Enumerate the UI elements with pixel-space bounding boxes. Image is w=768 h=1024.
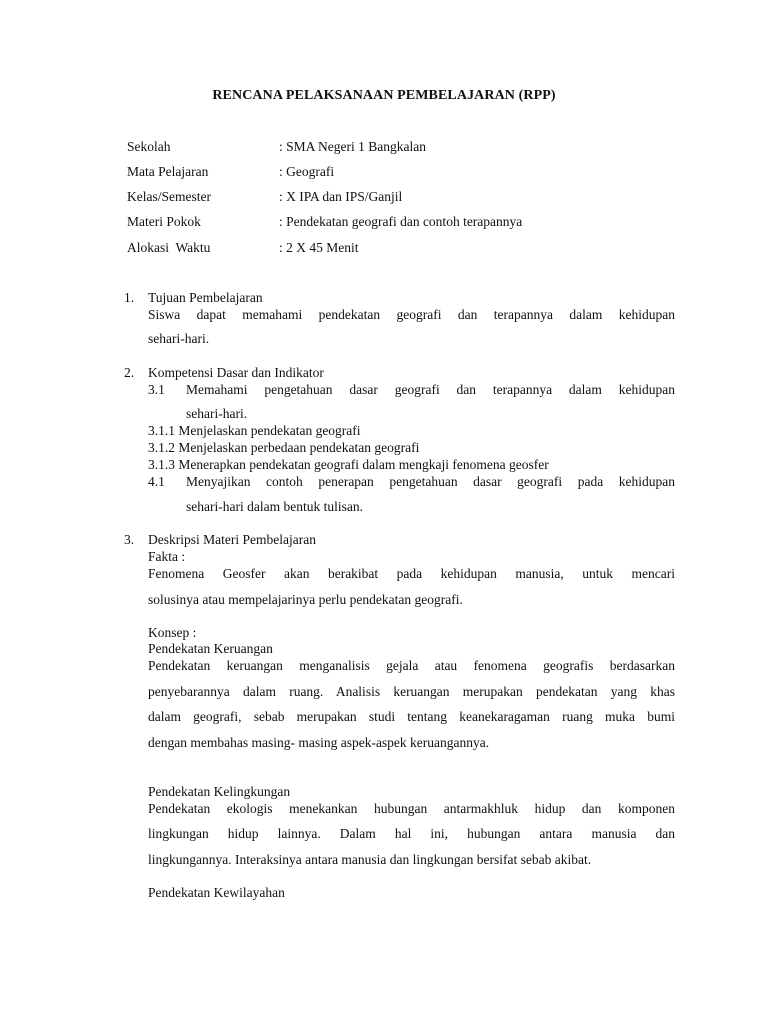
indicator-item: 3.1.3 Menerapkan pendekatan geografi dalam mengkaji fenomena geosfer	[148, 457, 549, 472]
indicator-item: 3.1.2 Menjelaskan perbedaan pendekatan geografi	[148, 440, 420, 455]
info-label-mata-pelajaran: Mata Pelajaran	[127, 164, 209, 179]
document-title: RENCANA PELAKSANAAN PEMBELAJARAN (RPP)	[212, 88, 556, 103]
info-value-sekolah: : SMA Negeri 1 Bangkalan	[279, 139, 426, 154]
info-label-materi-pokok: Materi Pokok	[127, 214, 201, 229]
section-number: 3.	[124, 532, 135, 547]
paragraph-line: lingkungan hidup lainnya. Dalam hal ini, hubungan antara manusia dan	[148, 826, 675, 841]
kd-number: 3.1	[148, 382, 165, 397]
paragraph-line: solusinya atau mempelajarinya perlu pendekatan geografi.	[148, 592, 463, 607]
paragraph-line: dengan membahas masing- masing aspek-aspek keruangannya.	[148, 735, 490, 750]
info-label-sekolah: Sekolah	[127, 139, 171, 154]
subheading-kewilayahan: Pendekatan Kewilayahan	[148, 885, 285, 900]
paragraph-line: Pendekatan keruangan menganalisis gejala atau fenomena geografis berdasarkan	[148, 658, 675, 673]
paragraph-line: penyebarannya dalam ruang. Analisis keruangan merupakan pendekatan yang khas	[148, 684, 675, 699]
paragraph-line: lingkungannya. Interaksinya antara manusia dan lingkungan bersifat sebab akibat.	[148, 852, 592, 867]
info-label-kelas-semester: Kelas/Semester	[127, 189, 211, 204]
info-value-alokasi-waktu: : 2 X 45 Menit	[279, 240, 359, 255]
paragraph-line: Fenomena Geosfer akan berakibat pada kehidupan manusia, untuk mencari	[148, 566, 675, 581]
paragraph-line: Pendekatan ekologis menekankan hubungan antarmakhluk hidup dan komponen	[148, 801, 675, 816]
kd-text-line: Menyajikan contoh penerapan pengetahuan dasar geografi pada kehidupan	[186, 474, 675, 489]
info-label-alokasi-waktu: Alokasi Waktu	[127, 240, 211, 255]
konsep-label: Konsep :	[148, 625, 197, 640]
subheading-keruangan: Pendekatan Keruangan	[148, 641, 273, 656]
kd-text-line: sehari-hari.	[186, 406, 248, 421]
indicator-item: 3.1.1 Menjelaskan pendekatan geografi	[148, 423, 361, 438]
paragraph-line: sehari-hari.	[148, 331, 210, 346]
kd-number: 4.1	[148, 474, 165, 489]
fakta-label: Fakta :	[148, 549, 186, 564]
info-value-kelas-semester: : X IPA dan IPS/Ganjil	[279, 189, 403, 204]
section-number: 1.	[124, 290, 135, 305]
kd-text-line: Memahami pengetahuan dasar geografi dan terapannya dalam kehidupan	[186, 382, 675, 397]
subheading-kelingkungan: Pendekatan Kelingkungan	[148, 784, 291, 799]
paragraph-line: dalam geografi, sebab merupakan studi tentang keanekaragaman ruang muka bumi	[148, 709, 675, 724]
section-heading: Kompetensi Dasar dan Indikator	[148, 365, 324, 380]
info-value-mata-pelajaran: : Geografi	[279, 164, 335, 179]
section-heading: Deskripsi Materi Pembelajaran	[148, 532, 316, 547]
paragraph-line: Siswa dapat memahami pendekatan geografi dan terapannya dalam kehidupan	[148, 307, 675, 322]
section-number: 2.	[124, 365, 135, 380]
info-value-materi-pokok: : Pendekatan geografi dan contoh terapannya	[279, 214, 523, 229]
section-heading: Tujuan Pembelajaran	[148, 290, 263, 305]
kd-text-line: sehari-hari dalam bentuk tulisan.	[186, 499, 363, 514]
